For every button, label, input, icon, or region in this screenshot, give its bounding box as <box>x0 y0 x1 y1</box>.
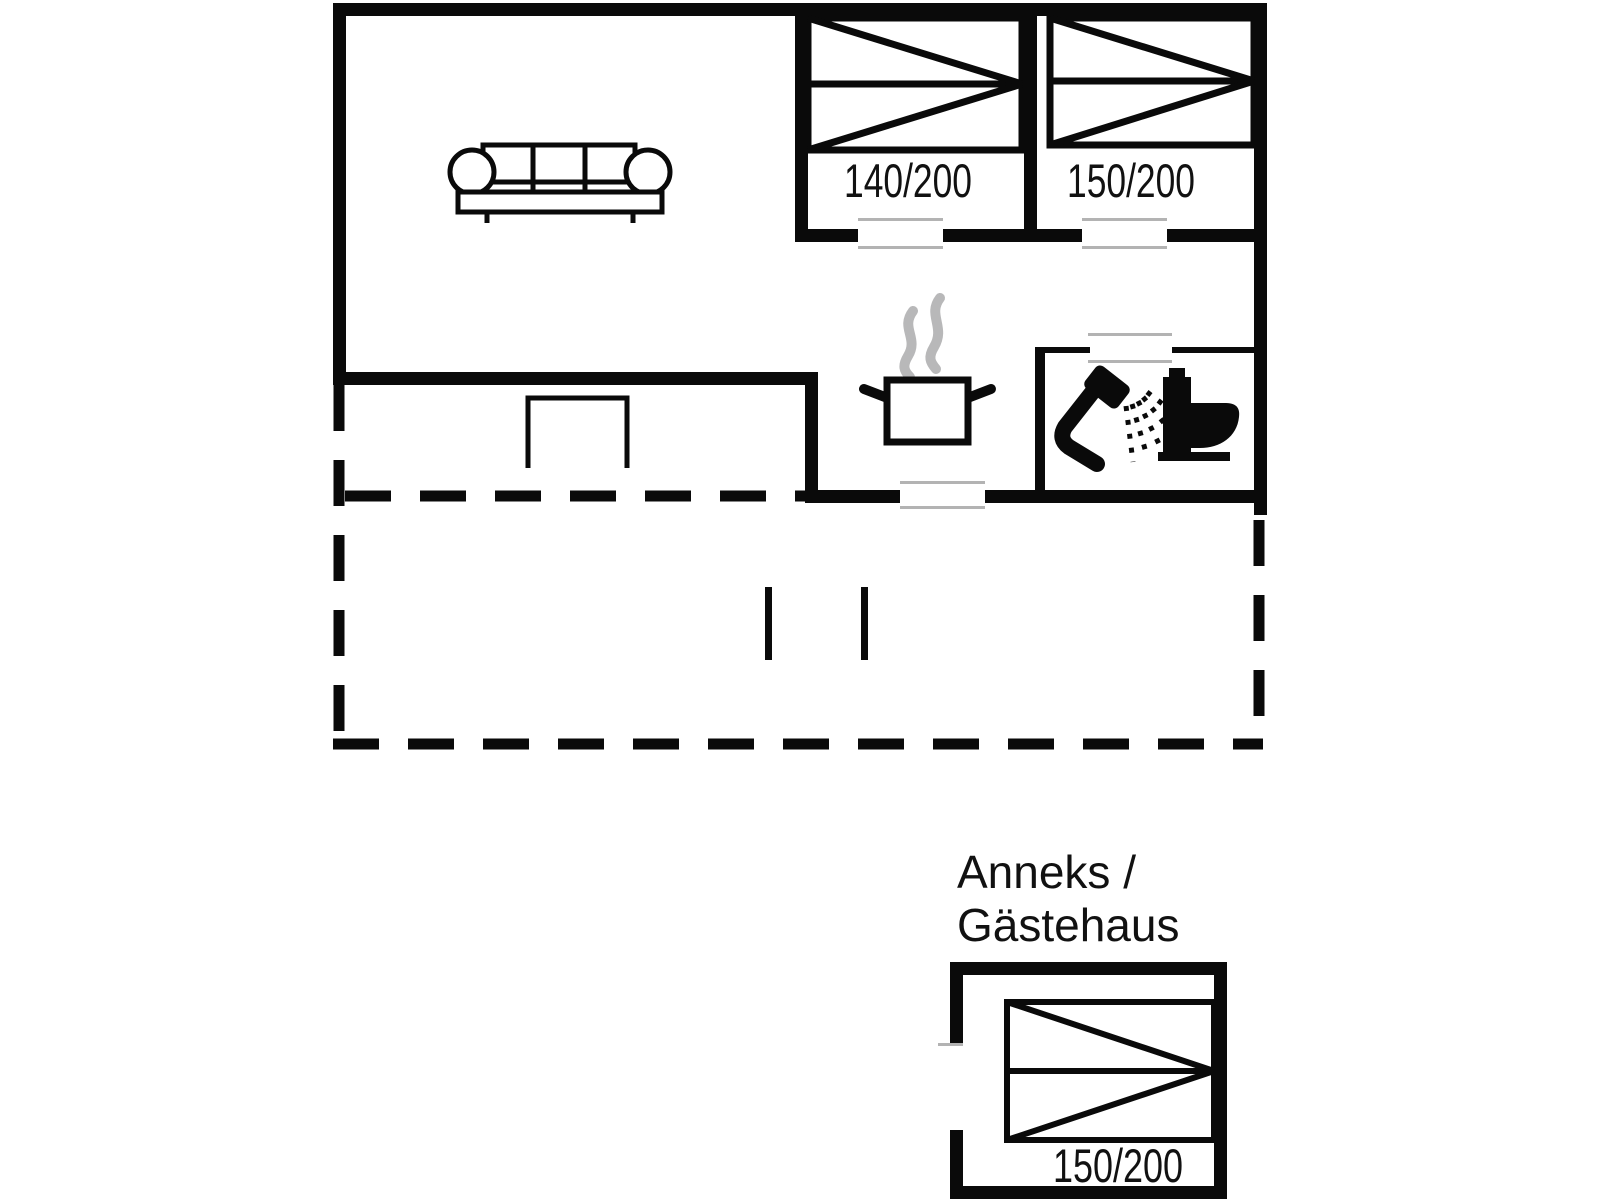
wall-bedrooms-bottom-c <box>1167 229 1267 242</box>
annex-bed-diagonal-bottom <box>1007 1071 1214 1140</box>
wall-left <box>333 3 346 385</box>
bed-icon-annex <box>1007 1002 1214 1140</box>
bed1-diagonal-top <box>808 18 1022 84</box>
toilet-bowl <box>1191 403 1239 448</box>
bedroom2 <box>1050 18 1254 207</box>
wall-bedroom-divider <box>1024 16 1037 242</box>
annex-door-marker <box>938 1043 963 1046</box>
main-house <box>333 3 1267 515</box>
bed2-diagonal-top <box>1050 18 1254 81</box>
wall-bathroom-top-a <box>1035 347 1090 353</box>
kitchen <box>864 298 991 442</box>
annex-bed-diagonal-top <box>1007 1002 1214 1071</box>
terrace-post-marker-left <box>765 587 772 660</box>
door-marker-kitchen-top <box>900 481 985 484</box>
terrace <box>333 385 1263 750</box>
annex-title-line2: Gästehaus <box>957 899 1180 951</box>
door-marker-bathroom-bottom <box>1088 360 1172 363</box>
sofa-icon <box>450 145 670 223</box>
toilet-tank-cap <box>1169 368 1185 378</box>
toilet-base <box>1158 452 1230 461</box>
annex <box>938 846 1227 1199</box>
bed-icon-bedroom2 <box>1050 18 1254 145</box>
annex-bed-size-label: 150/200 <box>1053 1139 1183 1192</box>
door-marker-kitchen-bottom <box>900 506 985 509</box>
spray-ray-1 <box>1126 406 1133 462</box>
door-marker-bedroom1-bottom <box>858 246 943 249</box>
sofa-arm-left <box>450 150 494 194</box>
wall-kitchen-bottom-b <box>985 490 1267 503</box>
wall-livingroom-bottom <box>333 372 818 385</box>
bathroom <box>1062 363 1239 464</box>
wall-bedrooms-bottom-a <box>795 229 858 242</box>
steam-wisp-left <box>904 311 913 377</box>
wall-bathroom-top-b <box>1172 347 1254 353</box>
bed1-diagonal-bottom <box>808 84 1022 150</box>
steam-icon <box>904 298 940 377</box>
wall-bathroom-left <box>1035 353 1045 490</box>
bed1-size-label: 140/200 <box>844 154 972 207</box>
terrace-post-marker-right <box>861 587 868 660</box>
door-marker-bedroom2-top <box>1082 218 1167 221</box>
bedroom1 <box>808 18 1022 207</box>
wall-kitchen-bottom-a <box>805 490 900 503</box>
terrace-post-markers <box>765 587 868 660</box>
spray-ray-2 <box>1132 404 1147 456</box>
bed2-size-label: 150/200 <box>1067 154 1195 207</box>
terrace-dashed-boundary <box>333 385 1263 750</box>
door-marker-bedroom1-top <box>858 218 943 221</box>
entrance-porch-outline <box>528 398 627 468</box>
steam-wisp-right <box>930 298 940 369</box>
sofa-arm-right <box>626 150 670 194</box>
bed-icon-bedroom1 <box>808 18 1022 150</box>
shower-icon <box>1062 363 1173 464</box>
annex-wall-left-lower <box>950 1130 963 1199</box>
sofa-base <box>458 192 662 212</box>
wall-kitchen-left <box>805 385 818 503</box>
wall-bedrooms-bottom-b <box>943 229 1082 242</box>
toilet-icon <box>1158 368 1239 461</box>
cooking-pot-icon <box>864 380 991 442</box>
wall-top <box>333 3 1267 16</box>
spray-ray-3 <box>1138 401 1159 444</box>
door-marker-bedroom2-bottom <box>1082 246 1167 249</box>
annex-title-line1: Anneks / <box>957 846 1136 898</box>
shower-hose-handle <box>1062 385 1098 464</box>
door-marker-bathroom-top <box>1088 333 1172 336</box>
toilet-tank <box>1163 377 1191 455</box>
pot-body <box>887 380 968 442</box>
annex-wall-top <box>950 962 1227 975</box>
bed2-diagonal-bottom <box>1050 81 1254 145</box>
annex-wall-left-upper <box>950 962 963 1043</box>
sofa-back <box>483 145 635 182</box>
